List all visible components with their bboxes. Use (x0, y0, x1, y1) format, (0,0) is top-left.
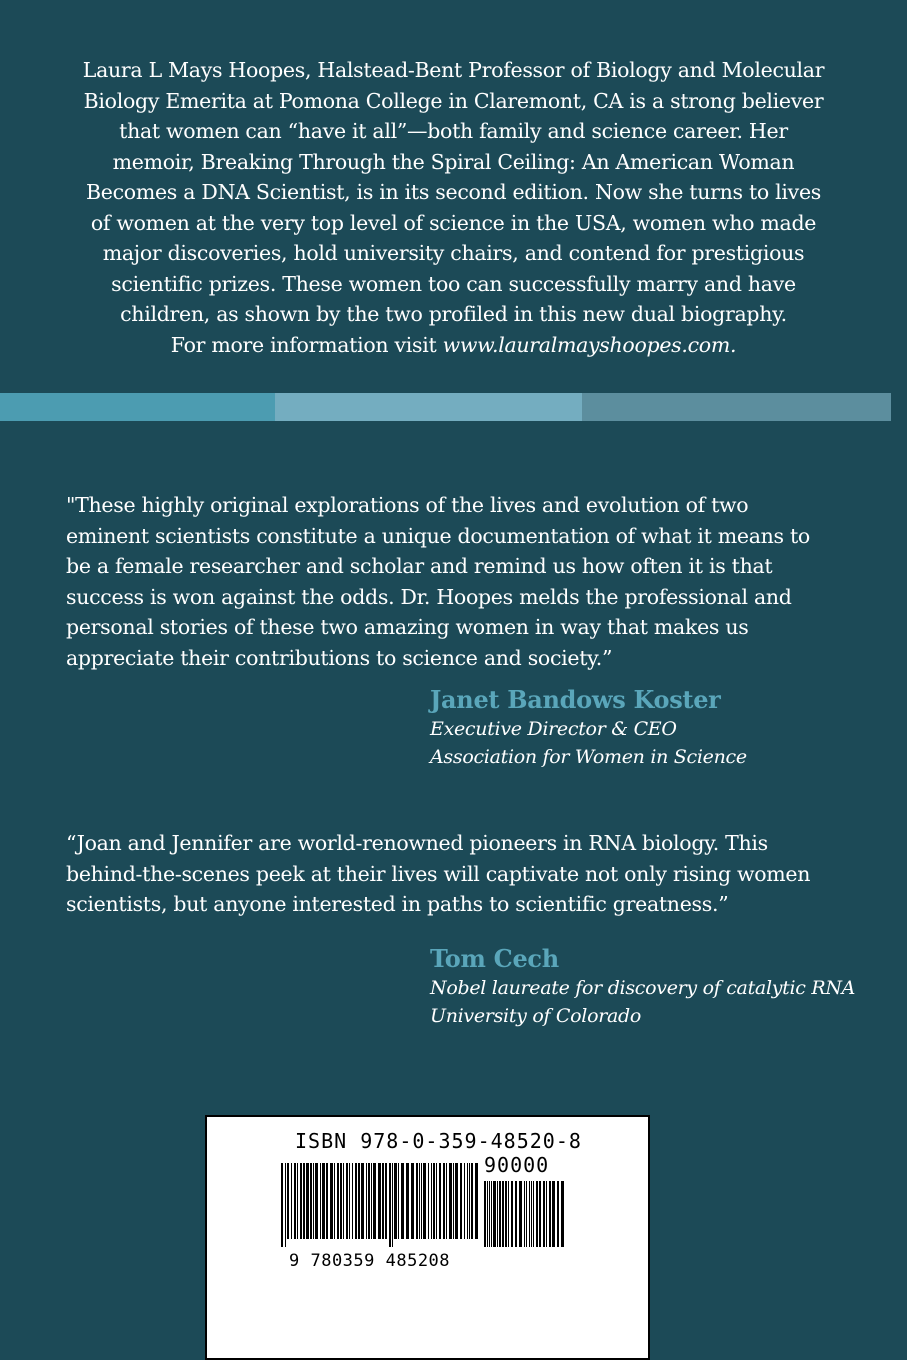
bio-line: that women can “have it all”—both family and science career. Her (119, 119, 788, 143)
endorsement-quote (66, 490, 846, 673)
barcode-bar (313, 1163, 314, 1239)
barcode-bar (552, 1181, 555, 1247)
barcode-bar (515, 1181, 517, 1247)
author-bio (40, 55, 867, 360)
barcode-bar (428, 1163, 429, 1239)
isbn-barcode-box (205, 1115, 650, 1360)
barcode-bar (371, 1163, 372, 1239)
quote-line: eminent scientists constitute a unique documentation of what it means to (66, 523, 810, 548)
barcode-bar (489, 1181, 490, 1247)
endorser-role: Executive Director & CEO (430, 718, 677, 740)
barcode-bar (303, 1163, 305, 1239)
barcode-bar (294, 1163, 296, 1239)
barcode-bar (557, 1181, 559, 1247)
barcode-bar (291, 1163, 292, 1239)
barcode-bar (497, 1181, 498, 1247)
endorser-organization: Association for Women in Science (430, 746, 747, 768)
barcode-bar (382, 1163, 384, 1239)
barcode-bar (484, 1181, 486, 1247)
barcode-bar (433, 1163, 435, 1239)
barcode-bar (487, 1181, 488, 1247)
barcode-bar (285, 1163, 286, 1247)
barcode-bar (337, 1163, 339, 1239)
quote-line: success is won against the odds. Dr. Hoopes melds the professional and (66, 584, 792, 609)
isbn-label: ISBN 978-0-359-48520-8 (295, 1129, 582, 1153)
endorsement-quote (66, 828, 846, 920)
bio-line: Laura L Mays Hoopes, Halstead-Bent Professor of Biology and Molecular (82, 58, 825, 82)
barcode-bar (392, 1163, 393, 1247)
quote-line: behind-the-scenes peek at their lives will captivate not only rising women (66, 861, 811, 886)
quote-line: appreciate their contributions to science and society.” (66, 645, 613, 670)
barcode-bar (330, 1163, 333, 1239)
endorser-role: Nobel laureate for discovery of catalytic RNA (430, 977, 856, 999)
endorser-name: Janet Bandows Koster (430, 685, 721, 714)
barcode-bar (526, 1181, 527, 1247)
barcode-bar (343, 1163, 344, 1239)
barcode-bar (297, 1163, 298, 1239)
barcode-bar (366, 1163, 367, 1239)
barcode-bar (419, 1163, 420, 1239)
bio-line: of women at the very top level of science in the USA, women who made (90, 210, 817, 235)
barcode-bar (453, 1163, 454, 1239)
barcode-bar (439, 1163, 441, 1239)
barcode-bar (423, 1163, 426, 1239)
bio-line: scientific prizes. These women too can successfully marry and have (111, 271, 796, 296)
price-code: 90000 (484, 1153, 550, 1177)
quote-line: "These highly original explorations of the lives and evolution of two (66, 493, 749, 517)
barcode-bar (546, 1181, 547, 1247)
bio-line: children, as shown by the two profiled in this new dual biography. (120, 302, 787, 326)
endorsement-attribution (430, 685, 890, 771)
barcode-bar (281, 1163, 283, 1247)
barcode-bar (310, 1163, 312, 1239)
barcode-bar (416, 1163, 418, 1239)
bio-line: memoir, Breaking Through the Spiral Ceiling: An American Woman (112, 149, 795, 174)
barcode-bar (334, 1163, 335, 1239)
barcode-bar (389, 1163, 391, 1247)
barcode-bar (358, 1163, 360, 1239)
barcode-bar (475, 1163, 478, 1239)
endorsement-attribution (430, 944, 890, 1030)
bio-line: Biology Emerita at Pomona College in Claremont, CA is a strong believer (83, 88, 824, 113)
barcode-bar (536, 1181, 538, 1247)
barcode-bar (469, 1163, 470, 1239)
barcode-bar (519, 1181, 522, 1247)
barcode-graphic (279, 1157, 569, 1253)
barcode-bar (411, 1163, 414, 1239)
barcode-bar (322, 1163, 325, 1239)
barcode-bar (340, 1163, 342, 1239)
barcode-bar (355, 1163, 357, 1239)
barcode-bar (361, 1163, 364, 1239)
endorser-organization: University of Colorado (430, 1005, 642, 1027)
barcode-bar (561, 1181, 564, 1247)
barcode-bar (471, 1163, 473, 1239)
author-website-link[interactable]: www.lauralmayshoopes.com. (442, 332, 737, 357)
barcode-bar (467, 1163, 468, 1239)
barcode-bar (349, 1163, 350, 1239)
barcode-bar (464, 1163, 465, 1239)
barcode-bar (373, 1163, 376, 1239)
barcode-bar (368, 1163, 370, 1239)
barcode-bar (505, 1181, 507, 1247)
barcode-bar (543, 1181, 545, 1247)
quote-line: “Joan and Jennifer are world-renowned pioneers in RNA biology. This (66, 831, 768, 855)
barcode-bar (460, 1163, 462, 1239)
barcode-bar (449, 1163, 452, 1239)
barcode-bar (315, 1163, 318, 1239)
barcode-bar (446, 1163, 447, 1239)
barcode-bar (287, 1163, 289, 1239)
barcode-bar (406, 1163, 409, 1239)
barcode-bar (533, 1181, 534, 1247)
barcode-bar (385, 1163, 387, 1239)
barcode-bar (346, 1163, 348, 1239)
barcode-bar (539, 1181, 541, 1247)
barcode-bar (352, 1163, 353, 1239)
decorative-stripe-left (0, 393, 275, 421)
barcode-bar (499, 1181, 501, 1247)
bio-line: major discoveries, hold university chairs, and contend for prestigious (102, 241, 805, 265)
barcode-bar (300, 1163, 302, 1239)
barcode-bar (524, 1181, 525, 1247)
quote-line: personal stories of these two amazing women in way that makes us (66, 615, 749, 639)
bio-line: Becomes a DNA Scientist, is in its second edition. Now she turns to lives (86, 180, 821, 204)
barcode-bar (378, 1163, 381, 1239)
barcode-bar (549, 1181, 551, 1247)
barcode-bar (455, 1163, 458, 1239)
quote-line: be a female researcher and scholar and remind us how often it is that (66, 554, 773, 578)
barcode-bar (394, 1163, 397, 1239)
endorser-name: Tom Cech (430, 944, 559, 973)
barcode-bar (398, 1163, 399, 1239)
barcode-bar (443, 1163, 445, 1239)
barcode-bar (306, 1163, 309, 1239)
barcode-bar (529, 1181, 530, 1247)
barcode-bar (401, 1163, 404, 1239)
barcode-bar (436, 1163, 437, 1239)
barcode-bar (511, 1181, 513, 1247)
barcode-bar (508, 1181, 509, 1247)
more-info-label: For more information visit (170, 332, 443, 357)
decorative-stripe-right (582, 393, 891, 421)
bio-more-info (40, 330, 867, 361)
barcode-bar (320, 1163, 321, 1239)
decorative-stripe-middle (275, 393, 582, 421)
barcode-bar (531, 1181, 532, 1247)
barcode-bar (491, 1181, 492, 1247)
barcode-bar (493, 1181, 496, 1247)
barcode-bar (421, 1163, 422, 1239)
barcode-bar (326, 1163, 328, 1239)
quote-line: scientists, but anyone interested in paths to scientific greatness.” (66, 892, 729, 916)
barcode-bar (502, 1181, 504, 1247)
ean-number: 9 780359 485208 (289, 1251, 451, 1271)
barcode-bar (431, 1163, 432, 1239)
